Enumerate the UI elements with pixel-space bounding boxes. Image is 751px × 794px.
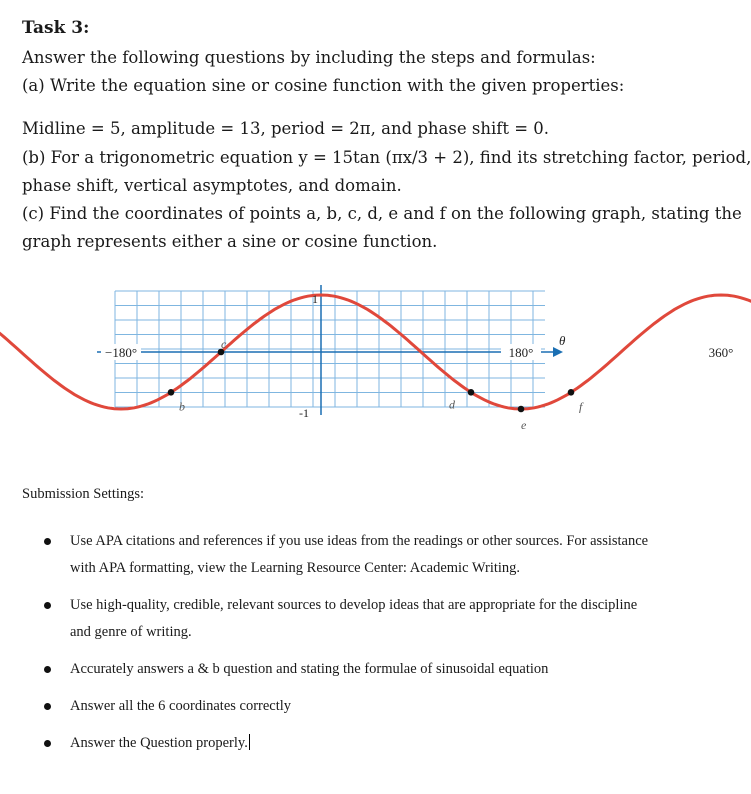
- point-label: d: [449, 397, 455, 412]
- bullet-icon: [44, 666, 51, 673]
- submission-title: Submission Settings:: [22, 486, 145, 502]
- graph-point: [468, 389, 475, 396]
- list-item: Answer the Question properly.: [44, 730, 654, 757]
- graph-point: [168, 389, 175, 396]
- point-label: e: [521, 418, 527, 432]
- question-a-properties: Midline = 5, amplitude = 13, period = 2π, and phase shift = 0.: [22, 119, 550, 138]
- axis-label: θ: [559, 333, 566, 348]
- theta-axis-arrow: [553, 347, 563, 357]
- text-cursor: [249, 734, 250, 750]
- submission-list: [44, 528, 654, 767]
- bullet-icon: [44, 740, 51, 747]
- trig-graph: [75, 265, 734, 440]
- graph-points: [0, 291, 584, 432]
- task-intro: Answer the following questions by including the steps and formulas:: [22, 48, 596, 67]
- tick-label: 180°: [508, 345, 534, 360]
- graph-grid: [115, 291, 545, 407]
- tick-label: −180°: [104, 345, 138, 360]
- question-c: (c) Find the coordinates of points a, b, c, d, e and f on the following graph, stating the: [22, 204, 742, 223]
- point-label: b: [179, 399, 185, 414]
- y-tick-label: -1: [299, 406, 309, 420]
- bullet-icon: [44, 703, 51, 710]
- point-label: f: [579, 399, 583, 414]
- question-c-cont: graph represents either a sine or cosine function.: [22, 232, 438, 251]
- bullet-icon: [44, 602, 51, 609]
- bullet-icon: [44, 538, 51, 545]
- point-label: c: [221, 337, 227, 351]
- question-b-cont: phase shift, vertical asymptotes, and domain.: [22, 176, 402, 195]
- tick-label: 360°: [708, 345, 734, 360]
- list-item: Use high-quality, credible, relevant sources to develop ideas that are appropriate for the discipline and genre of writing.: [44, 592, 654, 646]
- graph-point: [518, 406, 525, 413]
- graph-point: [568, 389, 575, 396]
- y-tick-label: 1: [312, 292, 318, 306]
- list-item: Accurately answers a & b question and stating the formulae of sinusoidal equation: [44, 656, 654, 683]
- list-item: Answer all the 6 coordinates correctly: [44, 693, 654, 720]
- task-title: Task 3:: [22, 18, 90, 38]
- question-a: (a) Write the equation sine or cosine function with the given properties:: [22, 76, 625, 95]
- question-b: (b) For a trigonometric equation y = 15tan (πx/3 + 2), find its stretching factor, period,: [22, 148, 751, 167]
- list-item: Use APA citations and references if you use ideas from the readings or other sources. For assistance with APA formatting, view the Learning Resource Center: Academic Writing.: [44, 528, 654, 582]
